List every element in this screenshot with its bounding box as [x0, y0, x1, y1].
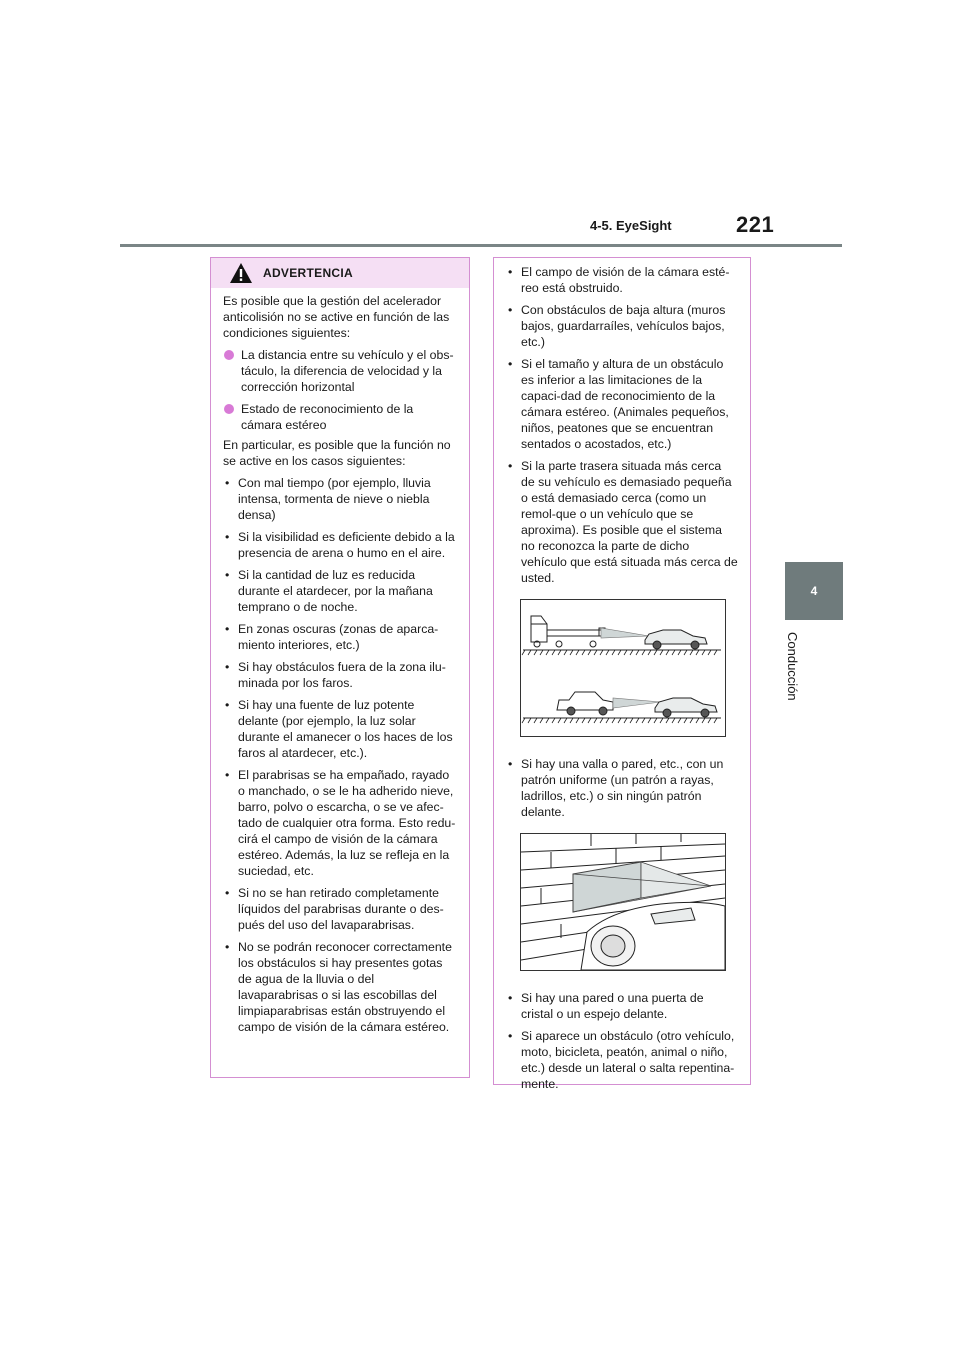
bullet-text: Si hay una pared o una puerta de cristal o un espejo delante. [521, 991, 704, 1021]
bullet-text: Si aparece un obstáculo (otro vehículo, moto, bicicleta, peatón, animal o niño, etc.) desde un lateral o salta repentina-mente. [521, 1029, 735, 1091]
warning-header [211, 258, 469, 288]
bullet-item [223, 939, 457, 1035]
bullet-item [506, 990, 738, 1022]
bullet-item [506, 458, 738, 586]
wall-pattern-illustration [520, 833, 726, 971]
bullet-text: En zonas oscuras (zonas de aparca-miento interiores, etc.) [238, 622, 439, 652]
bullet-text: Si la cantidad de luz es reducida durante el atardecer, por la mañana temprano o de noche. [238, 568, 433, 614]
bullet-list-right-a [506, 264, 738, 586]
bullet-text: El parabrisas se ha empañado, rayado o manchado, o se le ha adherido nieve, barro, polvo o escarcha, o se ve afec-tado de cualquier otra forma. Esto redu-cirá el campo de visión de la cámara estéreo. Además, la luz se refleja en la suciedad, etc. [238, 768, 456, 878]
bullet-item [223, 697, 457, 761]
bullet-text: Estado de reconocimiento de la cámara estéreo [241, 402, 414, 432]
warning-box-left [210, 257, 470, 1078]
chapter-tab: 4 [785, 562, 843, 620]
particular-text: En particular, es posible que la función no se active en los casos siguientes: [223, 438, 451, 468]
bullet-text: Si la parte trasera situada más cerca de su vehículo es demasiado pequeña o está demasiado cerca (como un remol-que o un vehículo que se aproxima). Es posible que el sistema no reconozca la parte de dicho vehículo que está situada más cerca de usted. [521, 459, 738, 585]
bullet-text: Si el tamaño y altura de un obstáculo es inferior a las limitaciones de la capaci-dad de reconocimiento de la cámara estéreo. (Animales pequeños, niños, peatones que se encuentran sentados o acostados, etc.) [521, 357, 729, 451]
bullet-item [223, 621, 457, 653]
page-number: 221 [736, 212, 775, 237]
low-obstacle-illustration [520, 599, 726, 737]
bullet-text: Si hay obstáculos fuera de la zona ilu-minada por los faros. [238, 660, 446, 690]
bullet-text: Si hay una fuente de luz potente delante (por ejemplo, la luz solar durante el amanecer o los haces de los faros al atardecer, etc.). [238, 698, 453, 760]
bullet-list-left [223, 475, 457, 1035]
bullet-list-right-c [506, 990, 738, 1092]
bullet-text: Con mal tiempo (por ejemplo, lluvia intensa, tormenta de nieve o niebla densa) [238, 476, 431, 522]
bullet-item [506, 356, 738, 452]
bullet-text: No se podrán reconocer correctamente los obstáculos si hay presentes gotas de agua de la lluvia o del lavaparabrisas o si las escobillas del limpiaparabrisas están obstruyendo el campo de visión de la cámara estéreo. [238, 940, 452, 1034]
bullet-item [223, 767, 457, 879]
dot-list-item [223, 401, 457, 433]
bullet-text: Con obstáculos de baja altura (muros bajos, guardarraíles, vehículos bajos, etc.) [521, 303, 726, 349]
warning-triangle-icon [229, 262, 253, 284]
section-title: 4-5. EyeSight [590, 218, 672, 233]
bullet-item [223, 567, 457, 615]
bullet-item [506, 302, 738, 350]
bullet-text: Si no se han retirado completamente líquidos del parabrisas durante o des-pués del uso del lavaparabrisas. [238, 886, 444, 932]
bullet-item [223, 659, 457, 691]
warning-box-right [493, 257, 751, 1091]
warning-intro: Es posible que la gestión del acelerador anticolisión no se active en función de las condiciones siguientes: [223, 294, 450, 340]
chapter-title-label: Conducción [785, 632, 800, 701]
bullet-text: La distancia entre su vehículo y el obs-táculo, la diferencia de velocidad y la corrección horizontal [241, 348, 454, 394]
bullet-text: El campo de visión de la cámara esté-reo está obstruido. [521, 265, 730, 295]
bullet-text: Si la visibilidad es deficiente debido a la presencia de arena o humo en el aire. [238, 530, 455, 560]
bullet-item [223, 475, 457, 523]
bullet-text: Si hay una valla o pared, etc., con un patrón uniforme (un patrón a rayas, ladrillos, etc.) o sin ningún patrón delante. [521, 757, 724, 819]
bullet-item [506, 264, 738, 296]
bullet-list-right-b [506, 756, 738, 820]
dot-list-item [223, 347, 457, 395]
bullet-item [506, 1028, 738, 1092]
warning-title: ADVERTENCIA [263, 266, 353, 280]
bullet-dot-icon [224, 350, 234, 360]
bullet-item [506, 756, 738, 820]
bullet-item [223, 885, 457, 933]
chapter-title [784, 632, 804, 722]
header-divider [120, 244, 842, 247]
bullet-dot-icon [224, 404, 234, 414]
bullet-item [223, 529, 457, 561]
dot-list [223, 347, 457, 433]
